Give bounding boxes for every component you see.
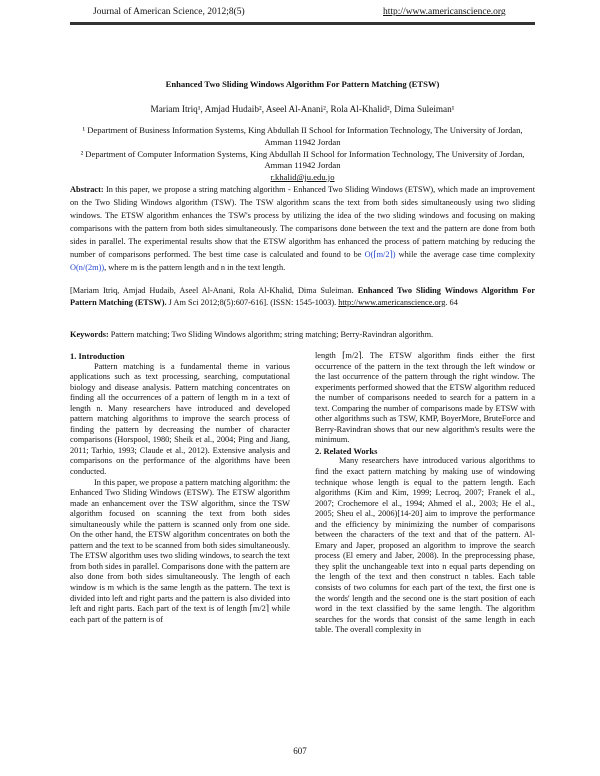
- intro-paragraph-1: Pattern matching is a fundamental theme in various applications such as text processing, searching, computational biology and disease analysis. Pattern matching concentrates on finding all the occurrences of a pattern of length m in a text of length n. Many researchers have introduced and developed pattern matching algorithms to improve the search process of finding the pattern by decreasing the number of character comparisons (Horspool, 1980; Sheik et al., 2004; Ping and Jiang, 2011; Tarhio, 1993; Claude et al., 2012). Extensive analysis and comparisons on the performance of the algorithms have been conducted.: [70, 361, 290, 477]
- keywords-text: Pattern matching; Two Sliding Windows algorithm; string matching; Berry-Ravindran algorithm.: [110, 330, 434, 339]
- introduction-heading: 1. Introduction: [70, 351, 125, 361]
- paper-title: Enhanced Two Sliding Windows Algorithm For Pattern Matching (ETSW): [165, 79, 440, 89]
- journal-url-link[interactable]: http://www.americanscience.org: [383, 7, 506, 17]
- page-number: 607: [293, 746, 307, 756]
- affiliation-1: ¹ Department of Business Information Systems, King Abdullah II School for Information Technology, The University of Jordan, Amman 11942 Jordan: [82, 125, 523, 147]
- affiliations: [70, 125, 535, 184]
- journal-header: Journal of American Science, 2012;8(5): [93, 7, 245, 17]
- abstract-label: Abstract:: [70, 185, 104, 194]
- citation-link[interactable]: http://www.americanscience.org: [338, 297, 446, 307]
- avg-case-formula: O(n/(2m)): [70, 263, 105, 272]
- citation-title: Enhanced Two Sliding Windows Algorithm For Pattern Matching (ETSW).: [70, 286, 535, 307]
- intro-paragraph-2: In this paper, we propose a pattern matching algorithm: the Enhanced Two Sliding Windows (ETSW). The ETSW algorithm made an enhancement over the TSW algorithm, since the TSW algorithm focused on scanning the text from both sides simultaneously while the pattern is scanned only from one side. On the other hand, the ETSW algorithm concentrates on both the pattern and the text to be scanned from both sides simultaneously. The ETSW algorithm uses two sliding windows, to search the text from both sides in parallel. Comparisons done with the pattern are also done from both sides simultaneously. The length of each window is m which is the same length as the pattern. The text is divided into left and right parts and the pattern is also divided into left and right parts. Each part of the text is of length ⌈m/2⌉ while each part of the pattern is of: [70, 477, 290, 624]
- header-rule: [70, 22, 535, 25]
- citation-suffix: . 64: [445, 297, 458, 307]
- abstract: [70, 183, 535, 274]
- right-column: [315, 351, 535, 636]
- keywords-label: Keywords:: [70, 330, 109, 339]
- authors: Mariam Itriq¹, Amjad Hudaib², Aseel Al-Anani², Rola Al-Khalid², Dima Suleiman¹: [150, 104, 455, 114]
- keywords: [70, 328, 535, 341]
- email-link[interactable]: r.khalid@ju.edu.jo: [270, 172, 335, 183]
- citation-rest: J Am Sci 2012;8(5):607-616]. (ISSN: 1545-1003).: [168, 297, 337, 307]
- abstract-mid: while the average case time complexity: [398, 250, 536, 259]
- abstract-text: In this paper, we propose a string matching algorithm - Enhanced Two Sliding Windows (ETSW), which made an improvement on the Two Sliding Windows algorithm (TSW). The TSW algorithm scans the text from both sides simultaneously using two sliding windows. The ETSW algorithm enhances the TSW's process by utilizing the idea of the two sliding windows and focusing on making comparisons with the pattern from both sides simultaneously. The comparisons done between the text and the pattern are done from both sides in parallel. The experimental results show that the ETSW algorithm has enhanced the process of pattern matching by reducing the number of comparisons performed. The best time case is calculated and found to be: [70, 185, 535, 259]
- related-paragraph-1: Many researchers have introduced various algorithms to find the exact pattern matching by making use of windowing technique whose length is equal to the pattern length. Each algorithms (Kim and Kim, 1999; Lecroq, 2007; Franek el al., 2007; Crochemore el al., 1994; Ahmed el al., 2003; He el al., 2005; Sheu el al., 2006)[14-20] aim to improve the performance and the efficiency by minimizing the number of comparisons between the characters of the text and that of the pattern. Al-Emary and Japer, proposed an algorithm to improve the search process (El emery and Jaber, 2008). In the preprocessing phase, they split the unchangeable text into n equal parts depending on the length of the text and then construct n tables. Each table consists of two columns for each part of the text, the first one is the words' length and the second one is the start position of each word in the text classified by the same length. The algorithm searches for the words that consist of the same length in each table. The overall complexity in: [315, 456, 535, 635]
- intro-paragraph-3: length ⌈m/2⌉. The ETSW algorithm finds either the first occurrence of the pattern in the text through the left window or the last occurrence of the pattern through the right window. The experiments performed showed that the ETSW algorithm reduced the number of comparisons needed to search for a pattern in a text. Comparing the number of comparisons made by ETSW with other algorithms such as TSW, KMP, BoyerMore, BruteForce and Berry-Ravindran shows that our new algorithm's results were the minimum.: [315, 351, 535, 445]
- best-case-formula: O(⌈m/2⌉): [364, 250, 396, 259]
- citation-authors: [Mariam Itriq, Amjad Hudaib, Aseel Al-Anani, Rola Al-Khalid, Dima Suleiman.: [70, 286, 354, 295]
- citation: [70, 285, 535, 308]
- left-column: [70, 351, 290, 625]
- related-works-heading: 2. Related Works: [315, 445, 378, 456]
- abstract-end: , where m is the pattern length and n in the text length.: [104, 263, 286, 272]
- affiliation-2: ² Department of Computer Information Systems, King Abdullah II School for Information Technology, The University of Jordan, Amman 11942 Jordan: [80, 148, 525, 171]
